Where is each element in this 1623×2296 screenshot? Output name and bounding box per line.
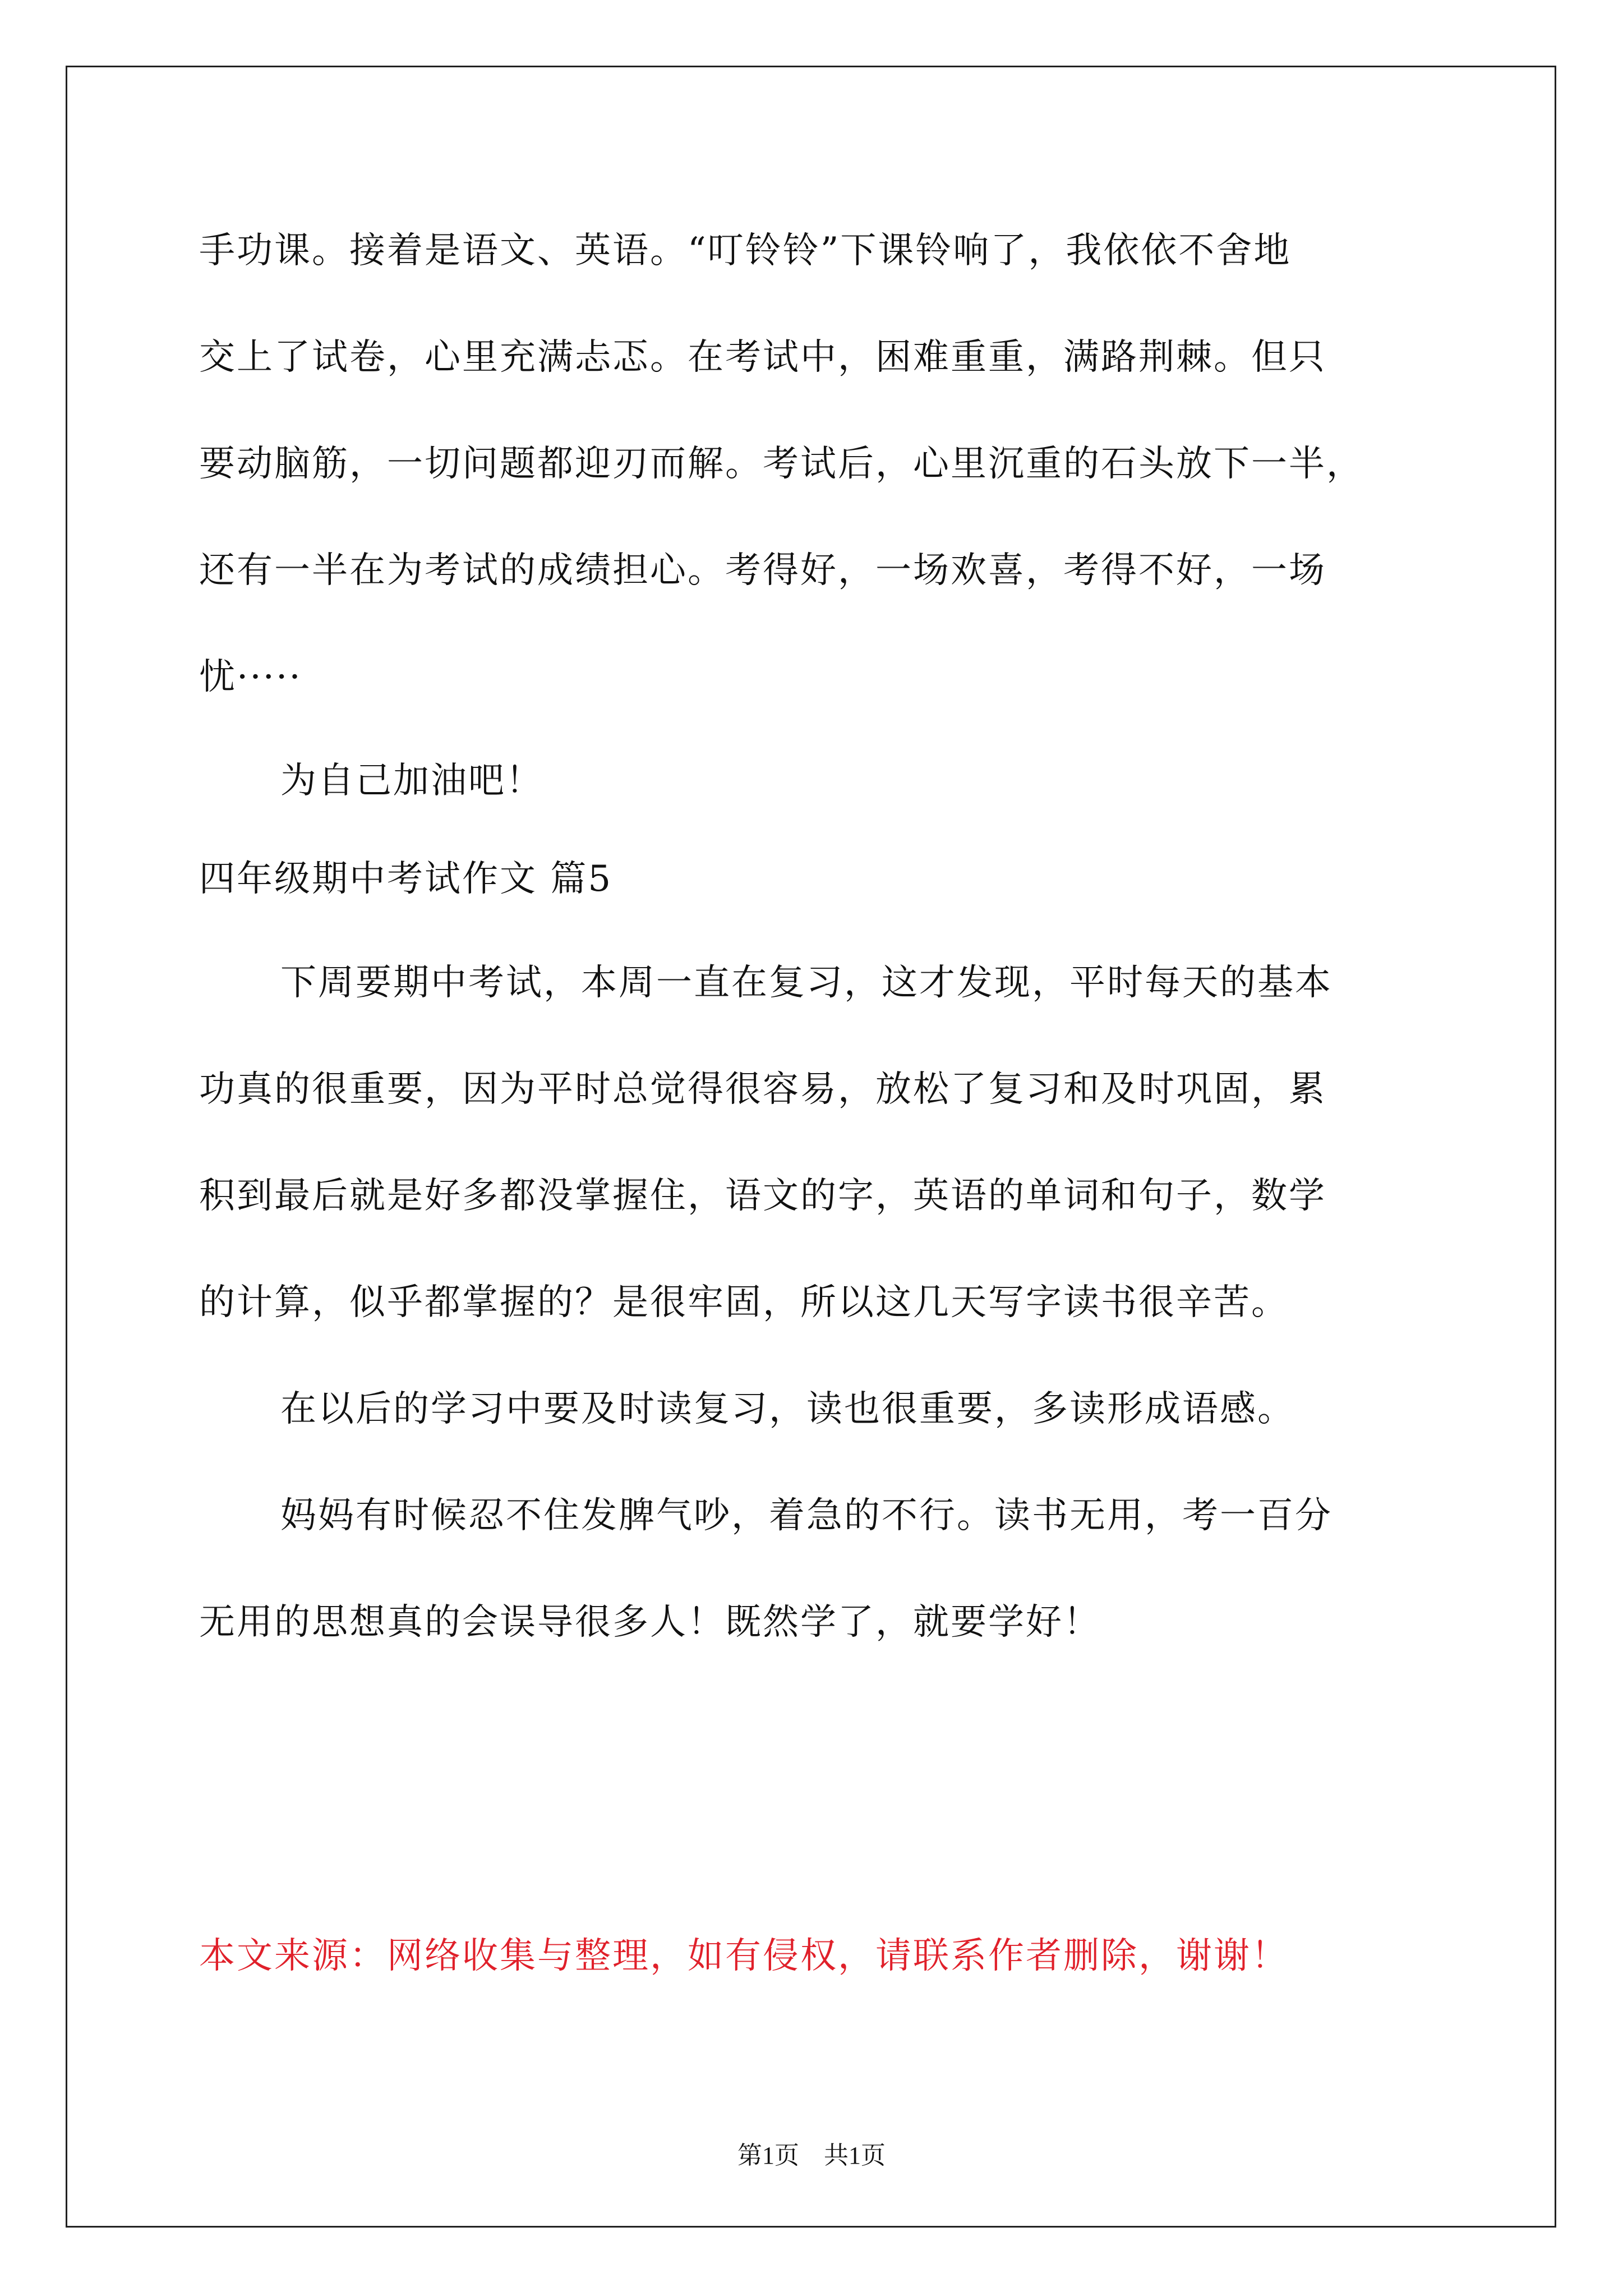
paragraph-line: 手功课。接着是语文、英语。“叮铃铃”下课铃响了，我依依不舍地 xyxy=(199,230,1292,272)
paragraph-line: 的计算，似乎都掌握的？是很牢固，所以这几天写字读书很辛苦。 xyxy=(199,1282,1289,1323)
paragraph-line: 下周要期中考试，本周一直在复习，这才发现，平时每天的基本 xyxy=(280,962,1332,1004)
page-number: 第1页 共1页 xyxy=(737,2142,886,2169)
source-note: 本文来源：网络收集与整理，如有侵权，请联系作者删除，谢谢！ xyxy=(199,1935,1289,1977)
paragraph-line: 在以后的学习中要及时读复习，读也很重要，多读形成语感。 xyxy=(280,1388,1295,1430)
page-border xyxy=(66,66,1556,2228)
paragraph-line: 功真的很重要，因为平时总觉得很容易，放松了复习和及时巩固，累 xyxy=(199,1069,1326,1110)
paragraph-line: 无用的思想真的会误导很多人！既然学了，就要学好！ xyxy=(199,1602,1101,1643)
paragraph-line: 为自己加油吧！ xyxy=(280,760,543,802)
paragraph-line: 还有一半在为考试的成绩担心。考得好，一场欢喜，考得不好，一场 xyxy=(199,550,1326,591)
paragraph-line: 要动脑筋，一切问题都迎刃而解。考试后，心里沉重的石头放下一半， xyxy=(199,443,1364,485)
paragraph-line: 忧····· xyxy=(199,656,302,698)
paragraph-line: 妈妈有时候忍不住发脾气吵，着急的不行。读书无用，考一百分 xyxy=(280,1495,1332,1536)
paragraph-line: 积到最后就是好多都没掌握住，语文的字，英语的单词和句子，数学 xyxy=(199,1175,1326,1217)
paragraph-line: 交上了试卷，心里充满忐忑。在考试中，困难重重，满路荆棘。但只 xyxy=(199,337,1326,378)
section-heading: 四年级期中考试作文 篇5 xyxy=(199,858,613,900)
